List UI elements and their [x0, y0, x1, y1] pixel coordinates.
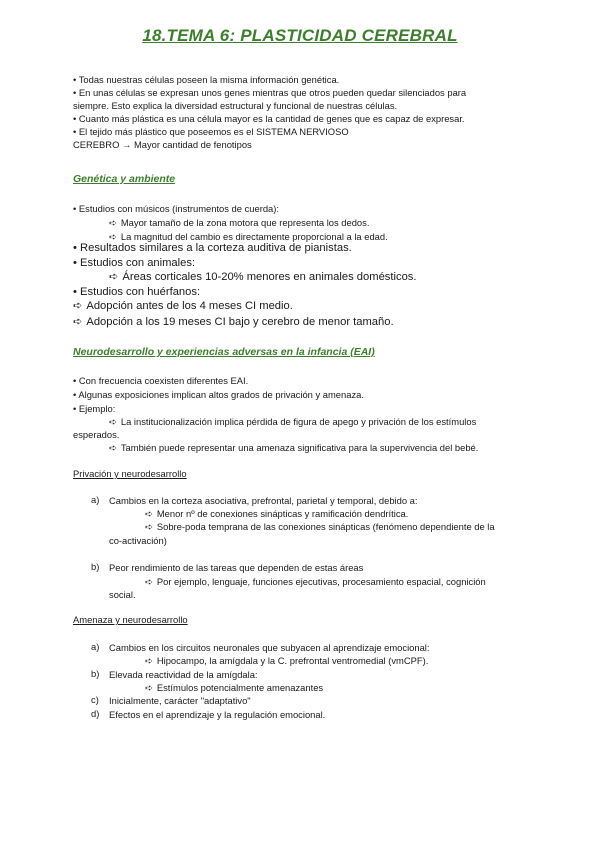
arrow-icon: ➪: [145, 682, 153, 693]
amenaza-b-sub: ➪ Estímulos potencialmente amenazantes: [145, 682, 324, 693]
intro-line-1: • Todas nuestras células poseen la misma información genética.: [73, 74, 340, 85]
amenaza-c-marker: c): [91, 694, 99, 705]
page-title: 18.TEMA 6: PLASTICIDAD CEREBRAL: [142, 26, 458, 45]
arrow-icon: ➪: [73, 316, 83, 328]
intro-line-5: • El tejido más plástico que poseemos es el SISTEMA NERVIOSO: [73, 126, 349, 137]
privacion-a-sub-1: ➪ Menor nº de conexiones sinápticas y ramificación dendrítica.: [145, 508, 409, 519]
arrow-icon: ➪: [145, 508, 153, 519]
neuro-line-1: • Con frecuencia coexisten diferentes EAI.: [73, 375, 249, 386]
neuro-line-4a: ➪ La institucionalización implica pérdida de figura de apego y privación de los estímulos: [109, 416, 477, 427]
genetica-huerfanos: • Estudios con huérfanos:: [73, 286, 201, 298]
privacion-a-text: Cambios en la corteza asociativa, prefrontal, parietal y temporal, debido a:: [109, 495, 418, 506]
arrow-icon: ➪: [145, 655, 153, 666]
privacion-a-marker: a): [91, 494, 100, 505]
intro-line-2: • En unas células se expresan unos genes mientras que otros pueden quedar silenciados para: [73, 87, 467, 98]
subsection-heading-amenaza: Amenaza y neurodesarrollo: [73, 614, 188, 625]
section-heading-genetica: Genética y ambiente: [73, 173, 176, 185]
arrow-icon: ➪: [73, 300, 83, 312]
privacion-b-text: Peor rendimiento de las tareas que dependen de estas áreas: [109, 562, 364, 573]
arrow-icon: ➪: [145, 576, 153, 587]
genetica-huerfanos-sub-2: ➪ Adopción a los 19 meses CI bajo y cerebro de menor tamaño.: [73, 316, 394, 328]
genetica-animales-sub: ➪ Áreas corticales 10-20% menores en animales domésticos.: [109, 271, 417, 283]
privacion-b-marker: b): [91, 561, 100, 572]
amenaza-d-marker: d): [91, 708, 100, 719]
intro-line-3: siempre. Esto explica la diversidad estructural y funcional de nuestras células.: [73, 100, 398, 111]
arrow-icon: ➪: [109, 217, 117, 228]
arrow-icon: ➪: [109, 271, 119, 283]
amenaza-a-sub: ➪ Hipocampo, la amígdala y la C. prefrontal ventromedial (vmCPF).: [145, 655, 429, 666]
amenaza-b-text: Elevada reactividad de la amígdala:: [109, 669, 258, 680]
section-heading-neurodesarrollo: Neurodesarrollo y experiencias adversas en la infancia (EAI): [73, 346, 375, 358]
arrow-icon: ➪: [109, 442, 117, 453]
subsection-heading-privacion: Privación y neurodesarrollo: [73, 468, 187, 479]
neuro-line-5: ➪ También puede representar una amenaza significativa para la supervivencia del bebé.: [109, 442, 479, 453]
amenaza-b-marker: b): [91, 668, 100, 679]
amenaza-a-marker: a): [91, 641, 100, 652]
neuro-line-2: • Algunas exposiciones implican altos grados de privación y amenaza.: [73, 389, 364, 400]
arrow-icon: ➪: [145, 521, 153, 532]
arrow-icon: ➪: [109, 416, 117, 427]
neuro-line-4b: esperados.: [73, 429, 120, 440]
arrow-icon: ➪: [109, 231, 117, 242]
genetica-musicos-sub-2: ➪ La magnitud del cambio es directamente proporcional a la edad.: [109, 231, 388, 242]
genetica-animales: • Estudios con animales:: [73, 257, 196, 269]
privacion-a-sub-2b: co-activación): [109, 535, 167, 546]
genetica-pianistas: • Resultados similares a la corteza auditiva de pianistas.: [73, 242, 352, 254]
intro-line-6: CEREBRO → Mayor cantidad de fenotipos: [73, 139, 252, 150]
amenaza-d-text: Efectos en el aprendizaje y la regulación emocional.: [109, 709, 326, 720]
amenaza-a-text: Cambios en los circuitos neuronales que subyacen al aprendizaje emocional:: [109, 642, 430, 653]
privacion-b-sub-1a: ➪ Por ejemplo, lenguaje, funciones ejecutivas, procesamiento espacial, cognición: [145, 576, 486, 587]
genetica-musicos-sub-1: ➪ Mayor tamaño de la zona motora que representa los dedos.: [109, 217, 370, 228]
amenaza-c-text: Inicialmente, carácter "adaptativo": [109, 695, 251, 706]
privacion-a-sub-2a: ➪ Sobre-poda temprana de las conexiones sinápticas (fenómeno dependiente de la: [145, 521, 495, 532]
intro-line-4: • Cuanto más plástica es una célula mayor es la cantidad de genes que es capaz de expresar.: [73, 113, 465, 124]
genetica-huerfanos-sub-1: ➪ Adopción antes de los 4 meses CI medio.: [73, 300, 293, 312]
neuro-line-3: • Ejemplo:: [73, 403, 116, 414]
genetica-musicos: • Estudios con músicos (instrumentos de cuerda):: [73, 203, 279, 214]
privacion-b-sub-1b: social.: [109, 589, 136, 600]
